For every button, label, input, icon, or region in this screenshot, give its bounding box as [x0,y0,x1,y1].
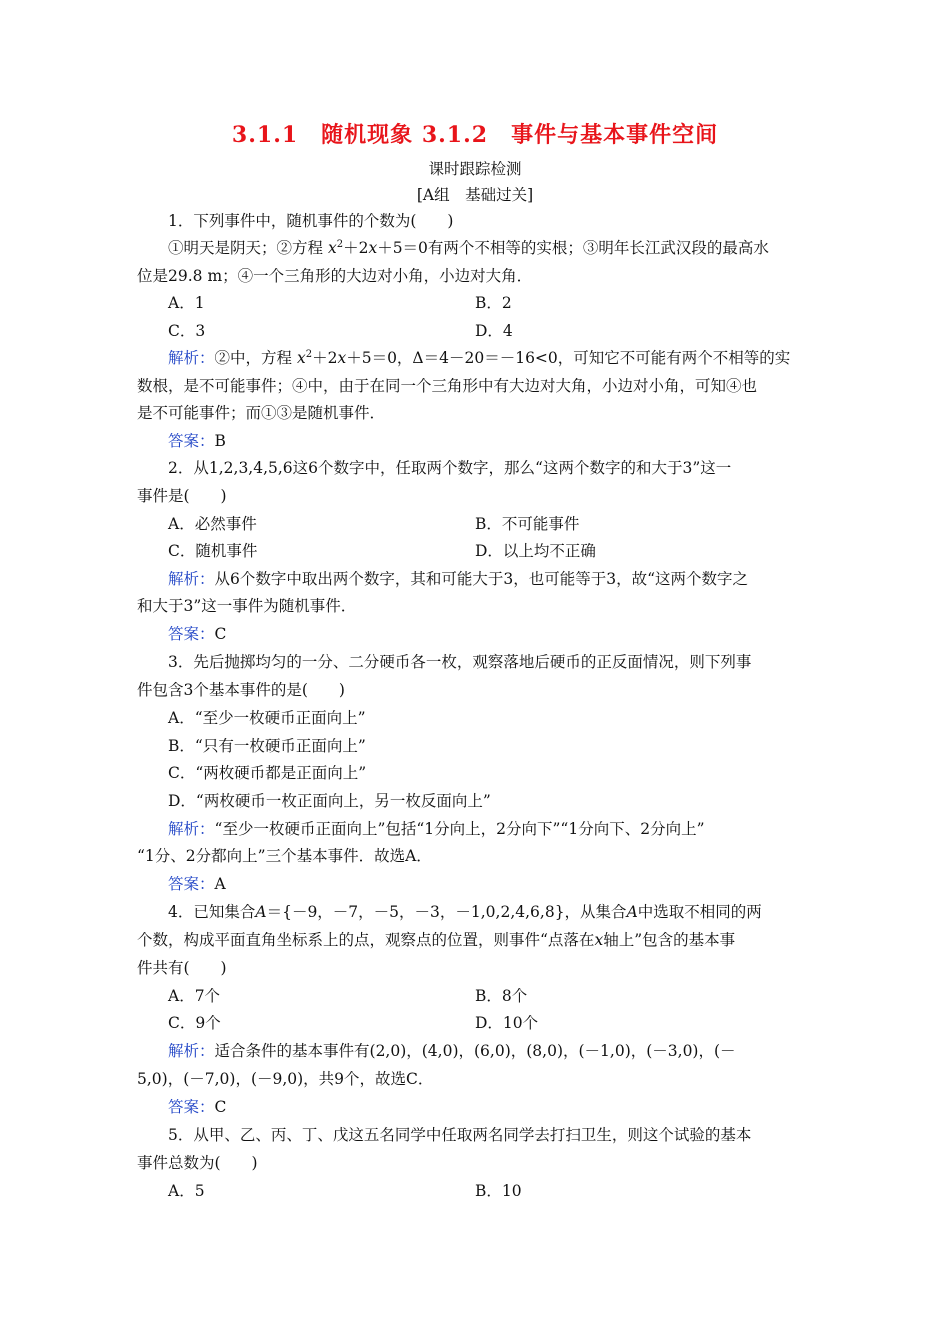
q1-option-b: B．2 [475,294,512,312]
q2-answer: 答案：C [168,625,227,643]
q1-option-c: C．3 [168,322,206,340]
q3-analysis-line-1: 解析：“至少一枚硬币正面向上”包括“1分向上，2分向下”“1分向下、2分向上” [168,820,705,838]
q2-stem-line-2: 事件是( ) [137,487,227,505]
q3-stem-line-1: 3．先后抛掷均匀的一分、二分硬币各一枚，观察落地后硬币的正反面情况，则下列事 [168,653,752,671]
q3-option-a: A．“至少一枚硬币正面向上” [168,709,366,727]
q3-answer: 答案：A [168,875,226,893]
q4-analysis-line-2: 5,0)，(－7,0)，(－9,0)，共9个，故选C． [137,1070,434,1088]
q3-analysis-line-2: “1分、2分都向上”三个基本事件．故选A． [137,847,432,865]
page-subtitle: 课时跟踪检测 [428,160,522,178]
q2-option-a: A．必然事件 [168,515,257,533]
q5-stem-line-2: 事件总数为( ) [137,1154,258,1172]
q1-answer: 答案：B [168,432,226,450]
q2-stem-line-1: 2．从1,2,3,4,5,6这6个数字中，任取两个数字，那么“这两个数字的和大于3”这一 [168,459,732,477]
q4-stem-line-2: 个数，构成平面直角坐标系上的点，观察点的位置，则事件“点落在x轴上”包含的基本事 [137,931,736,949]
q4-option-a: A．7个 [168,987,221,1005]
q3-stem-line-2: 件包含3个基本事件的是( ) [137,681,345,699]
q1-body-line-2: 位是29.8 m；④一个三角形的大边对小角，小边对大角． [137,267,533,285]
q5-option-a: A．5 [168,1182,205,1200]
q1-analysis-line-1: 解析：②中，方程 $x^2+2x+5=0$，Δ＝4－20＝－16<0，可知它不可能有两个不相等的实 [168,348,791,367]
q4-answer: 答案：C [168,1098,227,1116]
q1-option-a: A．1 [168,294,205,312]
page-title: 3.1.1 随机现象 3.1.2 事件与基本事件空间 [231,122,719,148]
q2-analysis-line-1: 解析：从6个数字中取出两个数字，其和可能大于3，也可能等于3，故“这两个数字之 [168,570,749,588]
q4-stem-line-1: 4．已知集合A＝{－9，－7，－5，－3，－1,0,2,4,6,8}，从集合A中选取不相同的两 [168,903,762,921]
q2-option-d: D．以上均不正确 [475,542,596,560]
q1-stem: 1．下列事件中，随机事件的个数为( ) [168,212,454,230]
q5-stem-line-1: 5．从甲、乙、丙、丁、戊这五名同学中任取两名同学去打扫卫生，则这个试验的基本 [168,1126,752,1144]
q5-option-b: B．10 [475,1182,522,1200]
q2-analysis-line-2: 和大于3”这一事件为随机事件． [137,597,357,615]
q1-option-d: D．4 [475,322,513,340]
q4-option-b: B．8个 [475,987,528,1005]
q4-stem-line-3: 件共有( ) [137,959,227,977]
q2-option-b: B．不可能事件 [475,515,580,533]
q3-option-b: B．“只有一枚硬币正面向上” [168,737,366,755]
section-heading: [A组 基础过关] [416,186,534,204]
q1-analysis-line-3: 是不可能事件；而①③是随机事件． [137,404,386,422]
q4-option-d: D．10个 [475,1014,539,1032]
q3-option-d: D．“两枚硬币一枚正面向上，另一枚反面向上” [168,792,491,810]
q4-analysis-line-1: 解析：适合条件的基本事件有(2,0)，(4,0)，(6,0)，(8,0)，(－1,0)，(－3,0)，(－ [168,1042,736,1060]
q4-option-c: C．9个 [168,1014,221,1032]
q2-option-c: C．随机事件 [168,542,258,560]
q1-body-line-1: ①明天是阴天；②方程 $x^2+2x+5=0$有两个不相等的实根；③明年长江武汉段的最高水 [168,238,769,257]
q1-analysis-line-2: 数根，是不可能事件；④中，由于在同一个三角形中有大边对大角，小边对小角，可知④也 [137,377,758,395]
q3-option-c: C．“两枚硬币都是正面向上” [168,764,367,782]
